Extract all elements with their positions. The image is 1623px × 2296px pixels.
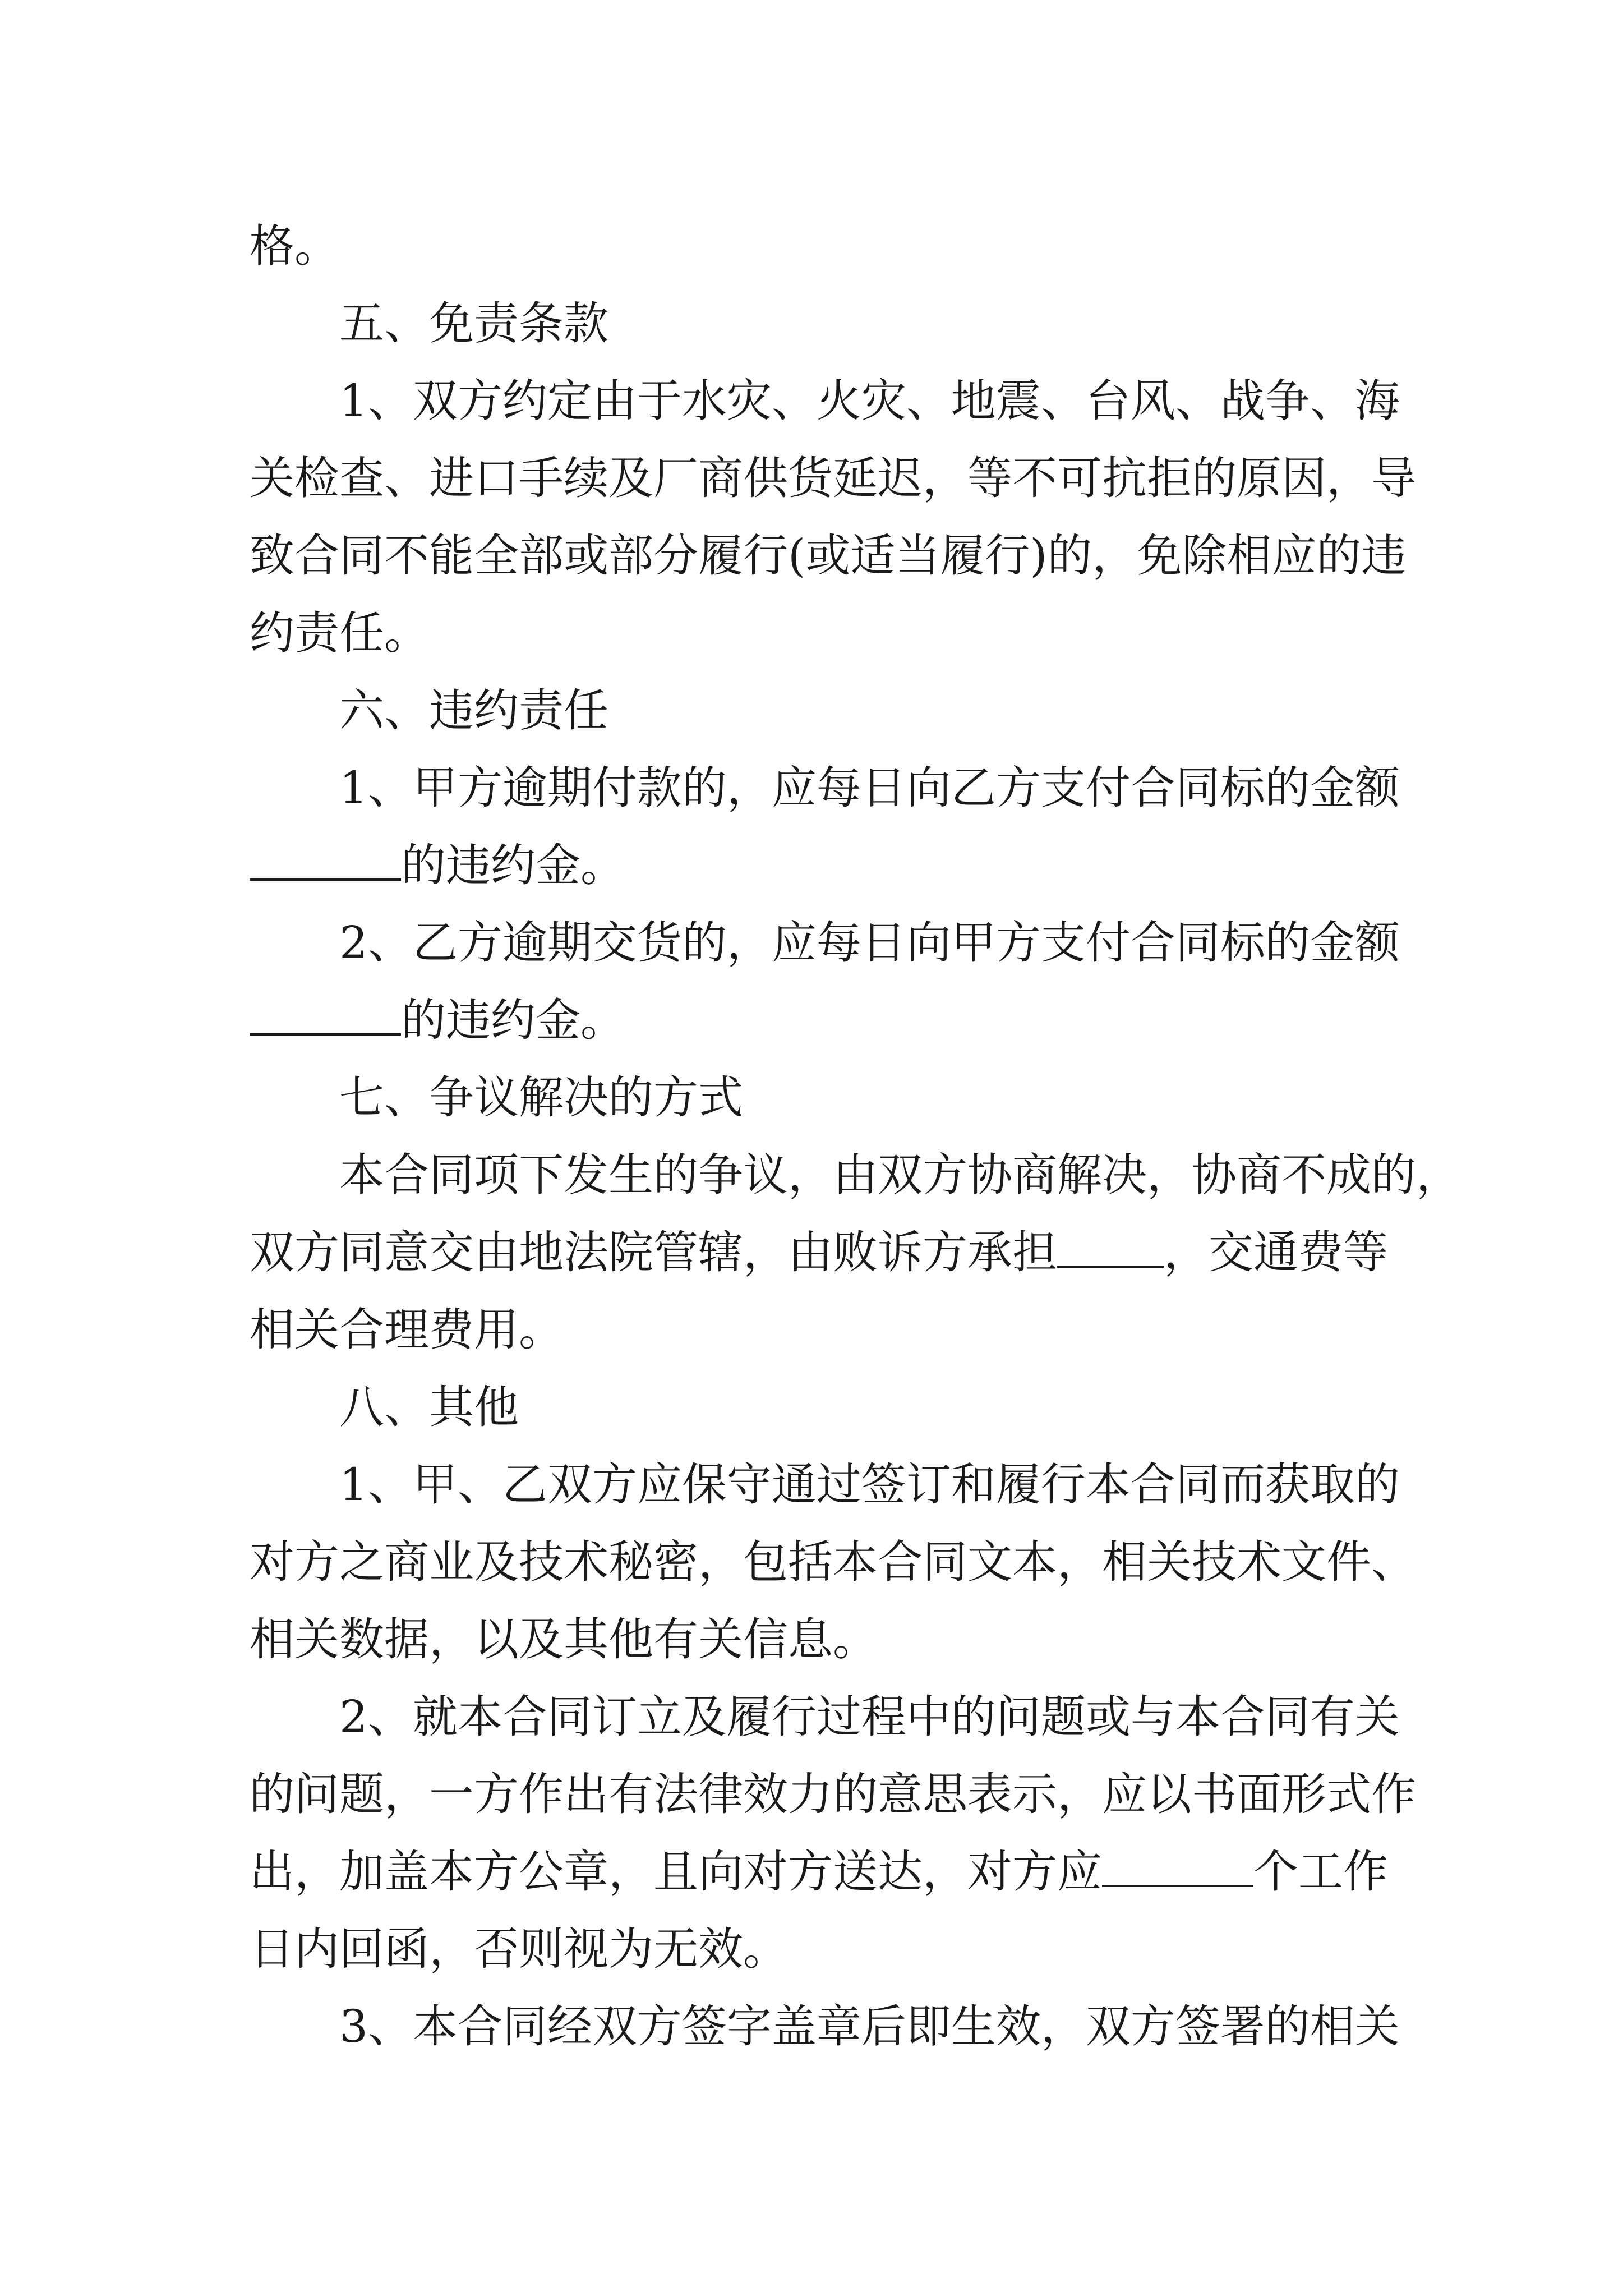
paragraph-line: 相关数据，以及其他有关信息。 — [250, 1613, 878, 1665]
paragraph-line: 约责任。 — [250, 607, 429, 659]
paragraph-line: 关检查、进口手续及厂商供货延迟，等不可抗拒的原因，导 — [250, 452, 1416, 504]
line-text: 双方同意交由地法院管辖，由败诉方承担 — [250, 1226, 1057, 1278]
paragraph-line — [250, 827, 1394, 904]
blank-underline — [1102, 1885, 1253, 1887]
paragraph-line: 的问题，一方作出有法律效力的意思表示，应以书面形式作 — [250, 1768, 1416, 1820]
paragraph-line: 格。 — [250, 220, 339, 272]
paragraph-line: 致合同不能全部或部分履行(或适当履行)的，免除相应的违 — [250, 530, 1407, 582]
document-body — [250, 208, 1461, 2065]
section-heading-other: 八、其他 — [339, 1381, 519, 1433]
line-text: ，交通费等 — [1164, 1226, 1388, 1278]
blank-underline — [1057, 1266, 1164, 1268]
section-heading-liability: 六、违约责任 — [339, 684, 608, 737]
blank-underline — [250, 1033, 401, 1036]
paragraph-line: 1、甲方逾期付款的，应每日向乙方支付合同标的金额 — [339, 762, 1400, 814]
paragraph-line — [250, 1214, 1394, 1291]
paragraph-line: 2、就本合同订立及履行过程中的问题或与本合同有关 — [339, 1691, 1400, 1743]
paragraph-line: 3、本合同经双方签字盖章后即生效，双方签署的相关 — [339, 2000, 1400, 2053]
paragraph-line — [250, 982, 1394, 1059]
paragraph-line: 1、甲、乙双方应保守通过签订和履行本合同而获取的 — [339, 1458, 1400, 1511]
line-text: 的违约金。 — [401, 994, 625, 1046]
line-text: 个工作 — [1253, 1846, 1388, 1898]
paragraph-line: 本合同项下发生的争议，由双方协商解决，协商不成的， — [339, 1149, 1461, 1201]
section-heading-exemption: 五、免责条款 — [339, 297, 608, 349]
paragraph-line: 2、乙方逾期交货的，应每日向甲方支付合同标的金额 — [339, 917, 1400, 969]
paragraph-line: 相关合理费用。 — [250, 1304, 564, 1356]
paragraph-line — [250, 1833, 1394, 1911]
line-text: 的违约金。 — [401, 839, 625, 891]
paragraph-line: 日内回函，否则视为无效。 — [250, 1923, 788, 1975]
blank-underline — [250, 878, 401, 881]
paragraph-line: 1、双方约定由于水灾、火灾、地震、台风、战争、海 — [339, 375, 1400, 427]
section-heading-dispute: 七、争议解决的方式 — [339, 1071, 743, 1124]
paragraph-line: 对方之商业及技术秘密，包括本合同文本，相关技术文件、 — [250, 1536, 1416, 1588]
line-text: 出，加盖本方公章，且向对方送达，对方应 — [250, 1846, 1102, 1898]
